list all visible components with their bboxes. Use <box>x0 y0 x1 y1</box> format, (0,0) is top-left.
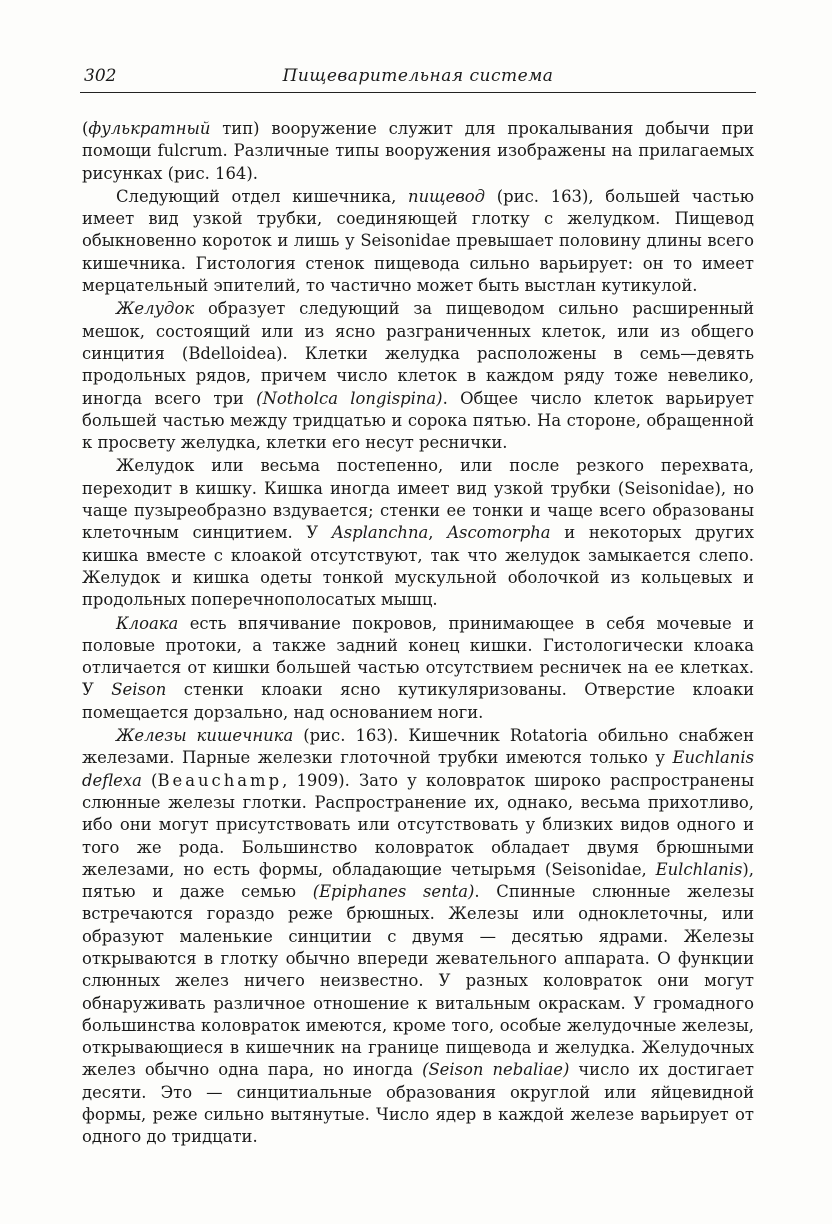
text-run: образует следующий за пищеводом сильно расширенный мешок, состоящий или из ясно разграниченных клеток, или из общего синцития (Bdelloidea). Клетки желудка расположены в семь—девять продольных рядов, причем число клеток в каждом ряду тоже невелико, иногда всего три <box>82 299 754 408</box>
italic-run: Asplanchna <box>331 523 429 543</box>
text-run: (рис. 163), большей частью имеет вид узкой трубки, соединяющей глотку с желудком. Пищевод обыкновенно короток и лишь у Seisonidae превышает половину длины всего кишечника. Гистология стенок пищевода сильно варьирует: он то имеет мерцательный эпителий, то частично может быть выстлан кутикулой. <box>82 186 754 296</box>
text-run: и некоторых других кишка вместе с клоакой отсутствуют, так что желудок замыкается слепо. Желудок и кишка одеты тонкой мускульной оболочкой из кольцевых и продольных поперечнополосатых мышц. <box>82 523 755 610</box>
text-run: Желудок или весьма постепенно, или после резкого перехвата, переходит в кишку. Кишка иногда имеет вид узкой трубки (Seisonidae), но чаще пузыреобразно вздувается; стенки ее тонки и чаще всего образованы клеточным синцитием. У <box>82 456 754 543</box>
italic-run: Seison <box>111 680 167 700</box>
text-run: (рис. 163). Кишечник Rotatoria обильно снабжен железами. Парные железки глоточной трубки имеются только у <box>82 726 754 768</box>
text-run: , 1909). Зато у коловраток широко распространены слюнные железы глотки. Распространение их, однако, весьма прихотливо, ибо они могут присутствовать или отсутствовать у близких видов одного и того же рода. Большинство коловраток обладает двумя брюшными железами, но есть формы, обладающие четырьмя (Seisonidae, <box>82 770 754 879</box>
text-run: тип) вооружение служит для прокалывания добычи при помощи fulcrum. Различные типы вооружения изображены на прилагаемых рисунках (рис. 164). <box>82 119 754 183</box>
italic-run: Ascomorpha <box>447 523 551 543</box>
italic-run: (Seison nebaliae) <box>422 1060 570 1080</box>
text-run: . Спинные слюнные железы встречаются гораздо реже брюшных. Железы или одноклеточны, или образуют маленькие синцитии с двумя — десятью ядрами. Железы открываются в глотку обычно впереди жевательного аппарата. О функции слюнных желез ничего неизвестно. У разных коловраток они могут обнаруживать различное отношение к витальным окраскам. У громадного большинства коловраток имеются, кроме того, особые желудочные железы, открывающиеся в кишечник на границе пищевода и желудка. Желудочных желез обычно одна пара, но иногда <box>82 882 754 1080</box>
italic-run: (Epiphanes senta) <box>312 882 475 902</box>
italic-run: Желудок <box>116 299 195 319</box>
italic-run: (Notholca longispina) <box>256 388 443 408</box>
paragraph <box>82 725 754 1149</box>
text-run: Следующий отдел кишечника, <box>116 186 409 206</box>
running-title: Пищеварительная система <box>282 66 554 86</box>
paragraph <box>82 455 754 611</box>
body-text <box>82 118 754 1149</box>
text-run: число их достигает десяти. Это — синцитиальные образования округлой или яйцевидной формы, реже сильно вытянутые. Число ядер в каждой железе варьирует от одного до тридцати. <box>82 1060 755 1147</box>
text-run: . Общее число клеток варьирует большей частью между тридцатью и сорока пятью. На стороне, обращенной к просвету желудка, клетки его несут реснички. <box>82 388 754 453</box>
page-header <box>80 62 756 92</box>
text-run: , <box>428 523 448 543</box>
italic-run: Eulchlanis <box>655 859 743 879</box>
paragraph <box>82 186 754 297</box>
text-run: стенки клоаки ясно кутикуляризованы. Отверстие клоаки помещается дорзально, над основанием ноги. <box>82 680 754 722</box>
italic-run: Железы кишечника <box>116 726 294 746</box>
text-run: Beauchamp <box>157 770 283 790</box>
text-run: есть впячивание покровов, принимающее в себя мочевые и половые протоки, а также задний конец кишки. Гистологически клоака отличается от кишки большей частью отсутствием ресничек на ее клетках. У <box>82 613 754 700</box>
italic-run: пищевод <box>408 186 486 206</box>
text-run: ( <box>141 770 158 790</box>
header-rule <box>80 92 756 93</box>
italic-run: Клоака <box>116 613 179 633</box>
text-run: ( <box>82 119 89 138</box>
italic-run: Euchlanis deflexa <box>82 748 754 790</box>
text-run: ), пятью и даже семью <box>82 859 754 902</box>
paragraph <box>82 613 754 724</box>
paragraph <box>82 118 754 185</box>
paragraph <box>82 298 754 454</box>
page-number: 302 <box>84 66 117 86</box>
italic-run: фулькратный <box>88 119 211 138</box>
